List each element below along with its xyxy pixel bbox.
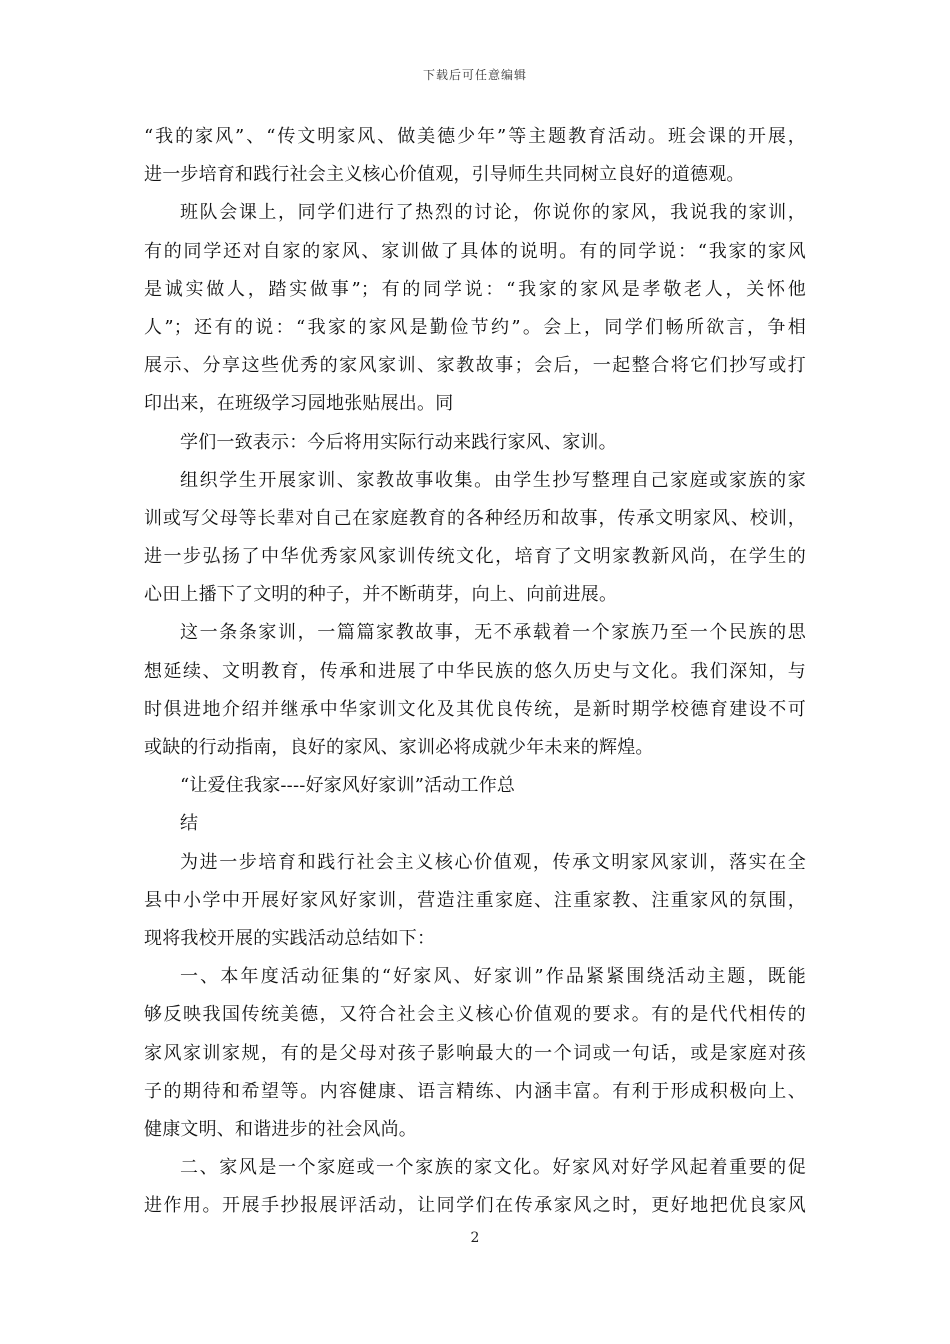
section-title: “让爱住我家----好家风好家训”活动工作总 [180,775,516,797]
text-line: 这一条条家训，一篇篇家教故事，无不承载着一个家族乃至一个民族的思 [180,622,806,644]
text-line: 进一步培育和践行社会主义核心价值观，引导师生共同树立良好的道德观。 [144,164,745,186]
text-line: 学们一致表示：今后将用实际行动来践行家风、家训。 [180,431,617,453]
text-line: 展示、分享这些优秀的家风家训、家教故事；会后，一起整合将它们抄写或打 [144,355,806,377]
text-line: 训或写父母等长辈对自己在家庭教育的各种经历和故事，传承文明家风、校训， [144,507,806,529]
section-title-continued: 结 [180,813,199,835]
text-line: 家风家训家规，有的是父母对孩子影响最大的一个词或一句话，或是家庭对孩 [144,1042,806,1064]
page-header: 下载后可任意编辑 [422,68,527,82]
page-number: 2 [470,1230,480,1246]
text-line: 够反映我国传统美德，又符合社会主义核心价值观的要求。有的是代代相传的 [144,1004,806,1026]
text-line: 想延续、文明教育，传承和进展了中华民族的悠久历史与文化。我们深知，与 [144,660,806,682]
text-line: 印出来，在班级学习园地张贴展出。同 [144,393,454,415]
text-line: 二、家风是一个家庭或一个家族的家文化。好家风对好学风起着重要的促 [180,1157,806,1179]
text-line: 一、本年度活动征集的“好家风、好家训”作品紧紧围绕活动主题，既能 [180,966,806,988]
text-line: 进一步弘扬了中华优秀家风家训传统文化，培育了文明家教新风尚，在学生的 [144,546,806,568]
text-line: 或缺的行动指南，良好的家风、家训必将成就少年未来的辉煌。 [144,737,654,758]
document-body [144,118,806,1225]
text-line: 健康文明、和谐进步的社会风尚。 [144,1118,417,1140]
text-line: 现将我校开展的实践活动总结如下： [144,927,436,949]
text-line: 心田上播下了文明的种子，并不断萌芽，向上、向前进展。 [144,584,618,606]
text-line: 为进一步培育和践行社会主义核心价值观，传承文明家风家训，落实在全 [180,851,806,873]
text-line: 时俱进地介绍并继承中华家训文化及其优良传统，是新时期学校德育建设不可 [144,698,806,720]
text-line: 班队会课上，同学们进行了热烈的讨论，你说你的家风，我说我的家训， [180,202,806,224]
text-line: 进作用。开展手抄报展评活动，让同学们在传承家风之时，更好地把优良家风 [144,1195,806,1217]
text-line: 是诚实做人，踏实做事”；有的同学说：“我家的家风是孝敬老人，关怀他 [144,278,806,300]
text-line: 人”；还有的说：“我家的家风是勤俭节约”。会上，同学们畅所欲言，争相 [144,316,806,338]
text-line: 子的期待和希望等。内容健康、语言精练、内涵丰富。有利于形成积极向上、 [144,1080,806,1102]
text-line: “我的家风”、“传文明家风、做美德少年”等主题教育活动。班会课的开展， [144,126,806,147]
text-line: 有的同学还对自家的家风、家训做了具体的说明。有的同学说：“我家的家风 [144,240,806,262]
text-line: 县中小学中开展好家风好家训，营造注重家庭、注重家教、注重家风的氛围， [144,889,806,911]
text-line: 组织学生开展家训、家教故事收集。由学生抄写整理自己家庭或家族的家 [180,469,806,491]
